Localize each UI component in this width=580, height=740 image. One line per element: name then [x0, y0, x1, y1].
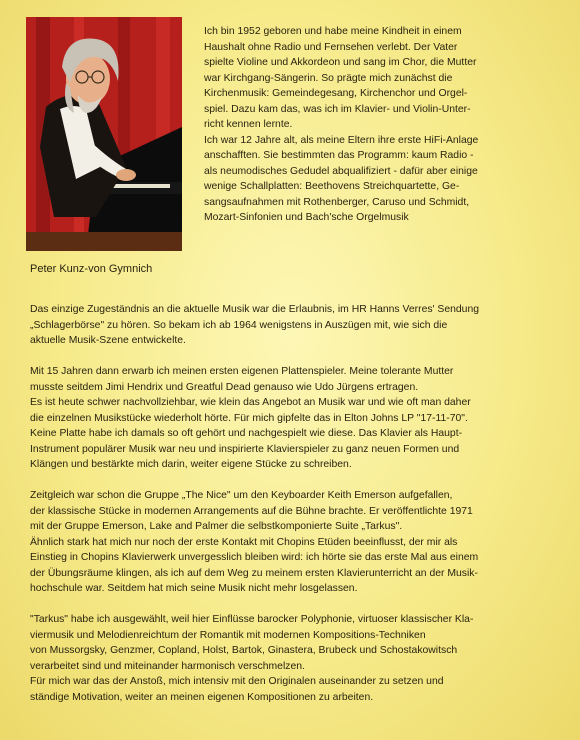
paragraph-line: Einstieg in Chopins Klavierwerk unvergesslich bleiben wird: ich hörte sie das erste Mal aus einem	[30, 552, 479, 563]
intro-line: spielte Violine und Akkordeon und sang im Chor, die Mutter	[204, 57, 477, 68]
intro-line: wenige Schallplatten: Beethovens Streichquartette, Ge-	[204, 181, 460, 192]
body-text	[30, 302, 560, 721]
paragraph-line: die einzelnen Musikstücke wiederholt hörte. Für mich gipfelte das in Elton Johns LP "17-11-70".	[30, 412, 468, 424]
paragraph-line: Ähnlich stark hat mich nur noch der erste Kontakt mit Chopins Etüden beeinflusst, der mir als	[30, 536, 458, 548]
paragraph-line: Für mich war das der Anstoß, mich intensiv mit den Originalen auseinander zu setzen und	[30, 676, 444, 687]
paragraph-line: "Tarkus" habe ich ausgewählt, weil hier Einflüsse barocker Polyphonie, virtuoser klassischer Kla-	[30, 614, 474, 625]
intro-line: Kirchenmusik: Gemeindegesang, Kirchenchor und Orgel-	[204, 88, 468, 99]
intro-line: Ich war 12 Jahre alt, als meine Eltern ihre erste HiFi-Anlage	[204, 134, 479, 146]
intro-line: Mozart-Sinfonien und Bach'sche Orgelmusik	[204, 212, 409, 223]
intro-line: richt kennen lernte.	[204, 119, 293, 130]
paragraph	[30, 364, 560, 473]
paragraph-line: „Schlagerbörse" zu hören. So bekam ich ab 1964 wenigstens in Auszügen mit, wie sich die	[30, 319, 448, 331]
intro-line: anschafften. Sie bestimmten das Programm: kaum Radio -	[204, 150, 474, 161]
paragraph-line: Mit 15 Jahren dann erwarb ich meinen ersten eigenen Plattenspieler. Meine tolerante Mutter	[30, 366, 454, 377]
paragraph-line: der klassische Stücke in modernen Arrangements auf die Bühne brachte. Er veröffentlichte 1971	[30, 505, 473, 517]
paragraph-line: Klängen und bestärkte mich darin, weiter eigene Stücke zu schreiben.	[30, 459, 352, 470]
paragraph-line: viermusik und Melodienreichtum der Romantik mit modernen Kompositions-Techniken	[30, 629, 426, 641]
paragraph-line: verarbeitet sind und miteinander harmonisch verschmelzen.	[30, 660, 305, 672]
paragraph	[30, 612, 560, 705]
paragraph-line: ständige Motivation, weiter an meinen eigenen Kompositionen zu arbeiten.	[30, 691, 374, 703]
paragraph	[30, 488, 560, 597]
portrait-photo	[26, 17, 182, 251]
pianist-illustration	[26, 17, 182, 251]
intro-text	[204, 24, 560, 226]
paragraph-line: von Mussorgsky, Genzmer, Copland, Holst, Bartok, Ginastera, Brubeck und Schostakowitsch	[30, 645, 458, 656]
paragraph-line: der Übungsräume klingen, als ich auf dem Weg zu meinem ersten Klavierunterricht an der Musik-	[30, 567, 478, 579]
intro-line: als neumodisches Gedudel abqualifiziert - dafür aber einige	[204, 165, 478, 177]
paragraph-line: hochschule war. Seitdem hat mich seine Musik nicht mehr losgelassen.	[30, 583, 358, 594]
paragraph	[30, 302, 560, 349]
paragraph-line: Keine Platte habe ich damals so oft gehört und nachgespielt wie diese. Das Klavier als Haupt-	[30, 428, 463, 439]
intro-line: Ich bin 1952 geboren und habe meine Kindheit in einem	[204, 26, 462, 37]
paragraph-line: musste seitdem Jimi Hendrix und Greatful Dead genauso wie Udo Jürgens ertragen.	[30, 381, 419, 393]
paragraph-line: mit der Gruppe Emerson, Lake and Palmer die selbstkomponierte Suite „Tarkus".	[30, 521, 403, 532]
intro-line: spiel. Dazu kam das, was ich im Klavier- und Violin-Unter-	[204, 103, 471, 115]
intro-line: sangsaufnahmen mit Rothenberger, Caruso und Schmidt,	[204, 196, 470, 208]
photo-caption: Peter Kunz-von Gymnich	[30, 263, 153, 275]
paragraph-line: Es ist heute schwer nachvollziehbar, wie klein das Angebot an Musik war und wie oft man daher	[30, 397, 471, 408]
paragraph-line: aktuelle Musik-Szene entwickelte.	[30, 335, 186, 346]
paragraph-line: Instrument populärer Musik war neu und inspirierte Klavierspieler zu ganz neuen Formen und	[30, 443, 460, 455]
intro-line: war Kirchgang-Sängerin. So prägte mich zunächst die	[204, 72, 453, 84]
intro-line: Haushalt ohne Radio und Fernsehen verlebt. Der Vater	[204, 41, 458, 53]
paragraph-line: Das einzige Zugeständnis an die aktuelle Musik war die Erlaubnis, im HR Hanns Verres' Sendung	[30, 304, 480, 315]
paragraph-line: Zeitgleich war schon die Gruppe „The Nice" um den Keyboarder Keith Emerson aufgefallen,	[30, 490, 453, 501]
